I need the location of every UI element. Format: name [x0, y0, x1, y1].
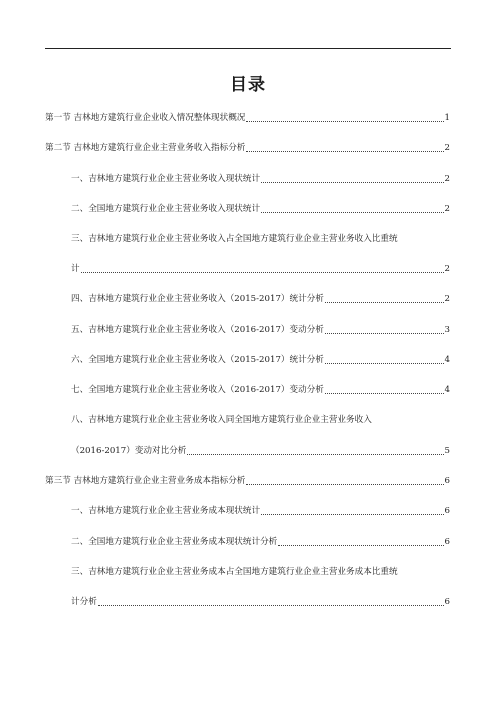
- toc-title: 目录: [230, 75, 266, 95]
- toc-entry-text: 第一节 吉林地方建筑行业企业收入情况整体现状概况: [45, 113, 246, 123]
- toc-page-number: 1: [444, 113, 450, 123]
- toc-page-number: 6: [444, 537, 450, 547]
- toc-entry-text: 二、全国地方建筑行业企业主营业务成本现状统计分析: [71, 537, 278, 547]
- toc-entry-text: 一、吉林地方建筑行业企业主营业务收入现状统计: [71, 174, 261, 184]
- toc-leader: [246, 121, 443, 122]
- toc-leader: [246, 484, 443, 485]
- toc-entry-text: 计: [71, 264, 80, 274]
- toc-entry-continued[interactable]: [71, 596, 450, 608]
- toc-leader: [246, 151, 443, 152]
- toc-entry[interactable]: [71, 566, 450, 578]
- toc-entry-text: 四、吉林地方建筑行业企业主营业务收入（2015-2017）统计分析: [71, 294, 324, 304]
- toc-entry-text: 八、吉林地方建筑行业企业主营业务收入同全国地方建筑行业企业主营业务收入: [71, 415, 372, 425]
- toc-entry[interactable]: [71, 505, 450, 517]
- toc-entry-text: 二、全国地方建筑行业企业主营业务收入现状统计: [71, 204, 261, 214]
- toc-page-number: 2: [444, 264, 450, 274]
- toc-entry[interactable]: [71, 173, 450, 185]
- toc-entry[interactable]: [45, 142, 450, 154]
- toc-entry-text: 第二节 吉林地方建筑行业企业主营业务收入指标分析: [45, 143, 246, 153]
- toc-leader: [261, 182, 443, 183]
- toc-entry[interactable]: [71, 324, 450, 336]
- toc-leader: [325, 302, 444, 303]
- header-rule: [45, 48, 451, 49]
- toc-leader: [261, 212, 443, 213]
- toc-page-number: 6: [444, 506, 450, 516]
- toc-leader: [187, 454, 443, 455]
- toc-entry[interactable]: [45, 112, 450, 124]
- toc-leader: [278, 545, 443, 546]
- toc-page-number: 2: [444, 143, 450, 153]
- toc-page-number: 2: [444, 174, 450, 184]
- toc-leader: [325, 333, 444, 334]
- toc-page-number: 2: [444, 204, 450, 214]
- toc-entry[interactable]: [71, 233, 450, 245]
- toc-entry[interactable]: [71, 414, 450, 426]
- toc-page-number: 5: [444, 446, 450, 456]
- toc-entry-text: 三、吉林地方建筑行业企业主营业务成本占全国地方建筑行业企业主营业务成本比重统: [71, 567, 398, 577]
- toc-leader: [325, 393, 444, 394]
- toc-page-number: 3: [444, 325, 450, 335]
- toc-entry-text: （2016-2017）变动对比分析: [71, 446, 187, 456]
- toc-entry-text: 五、吉林地方建筑行业企业主营业务收入（2016-2017）变动分析: [71, 325, 324, 335]
- toc-page-number: 2: [444, 294, 450, 304]
- toc-page-number: 4: [444, 385, 450, 395]
- toc-entry[interactable]: [71, 536, 450, 548]
- toc-leader: [81, 272, 444, 273]
- toc-page-number: 6: [444, 476, 450, 486]
- toc-entry-text: 计分析: [71, 597, 97, 607]
- toc-entry-text: 三、吉林地方建筑行业企业主营业务收入占全国地方建筑行业企业主营业务收入比重统: [71, 234, 398, 244]
- toc-entry[interactable]: [45, 475, 450, 487]
- toc-entry-text: 六、全国地方建筑行业企业主营业务收入（2015-2017）统计分析: [71, 355, 324, 365]
- toc-entry[interactable]: [71, 384, 450, 396]
- toc-entry[interactable]: [71, 354, 450, 366]
- toc-page-number: 4: [444, 355, 450, 365]
- toc-entry-text: 一、吉林地方建筑行业企业主营业务成本现状统计: [71, 506, 261, 516]
- toc-entry-text: 七、全国地方建筑行业企业主营业务收入（2016-2017）变动分析: [71, 385, 324, 395]
- toc-entry[interactable]: [71, 203, 450, 215]
- toc-leader: [98, 605, 444, 606]
- toc-page-number: 6: [444, 597, 450, 607]
- toc-entry-text: 第三节 吉林地方建筑行业企业主营业务成本指标分析: [45, 476, 246, 486]
- toc-entry-continued[interactable]: [71, 445, 450, 457]
- toc-leader: [261, 514, 443, 515]
- toc-entry[interactable]: [71, 293, 450, 305]
- toc-leader: [325, 363, 444, 364]
- toc-entry-continued[interactable]: [71, 263, 450, 275]
